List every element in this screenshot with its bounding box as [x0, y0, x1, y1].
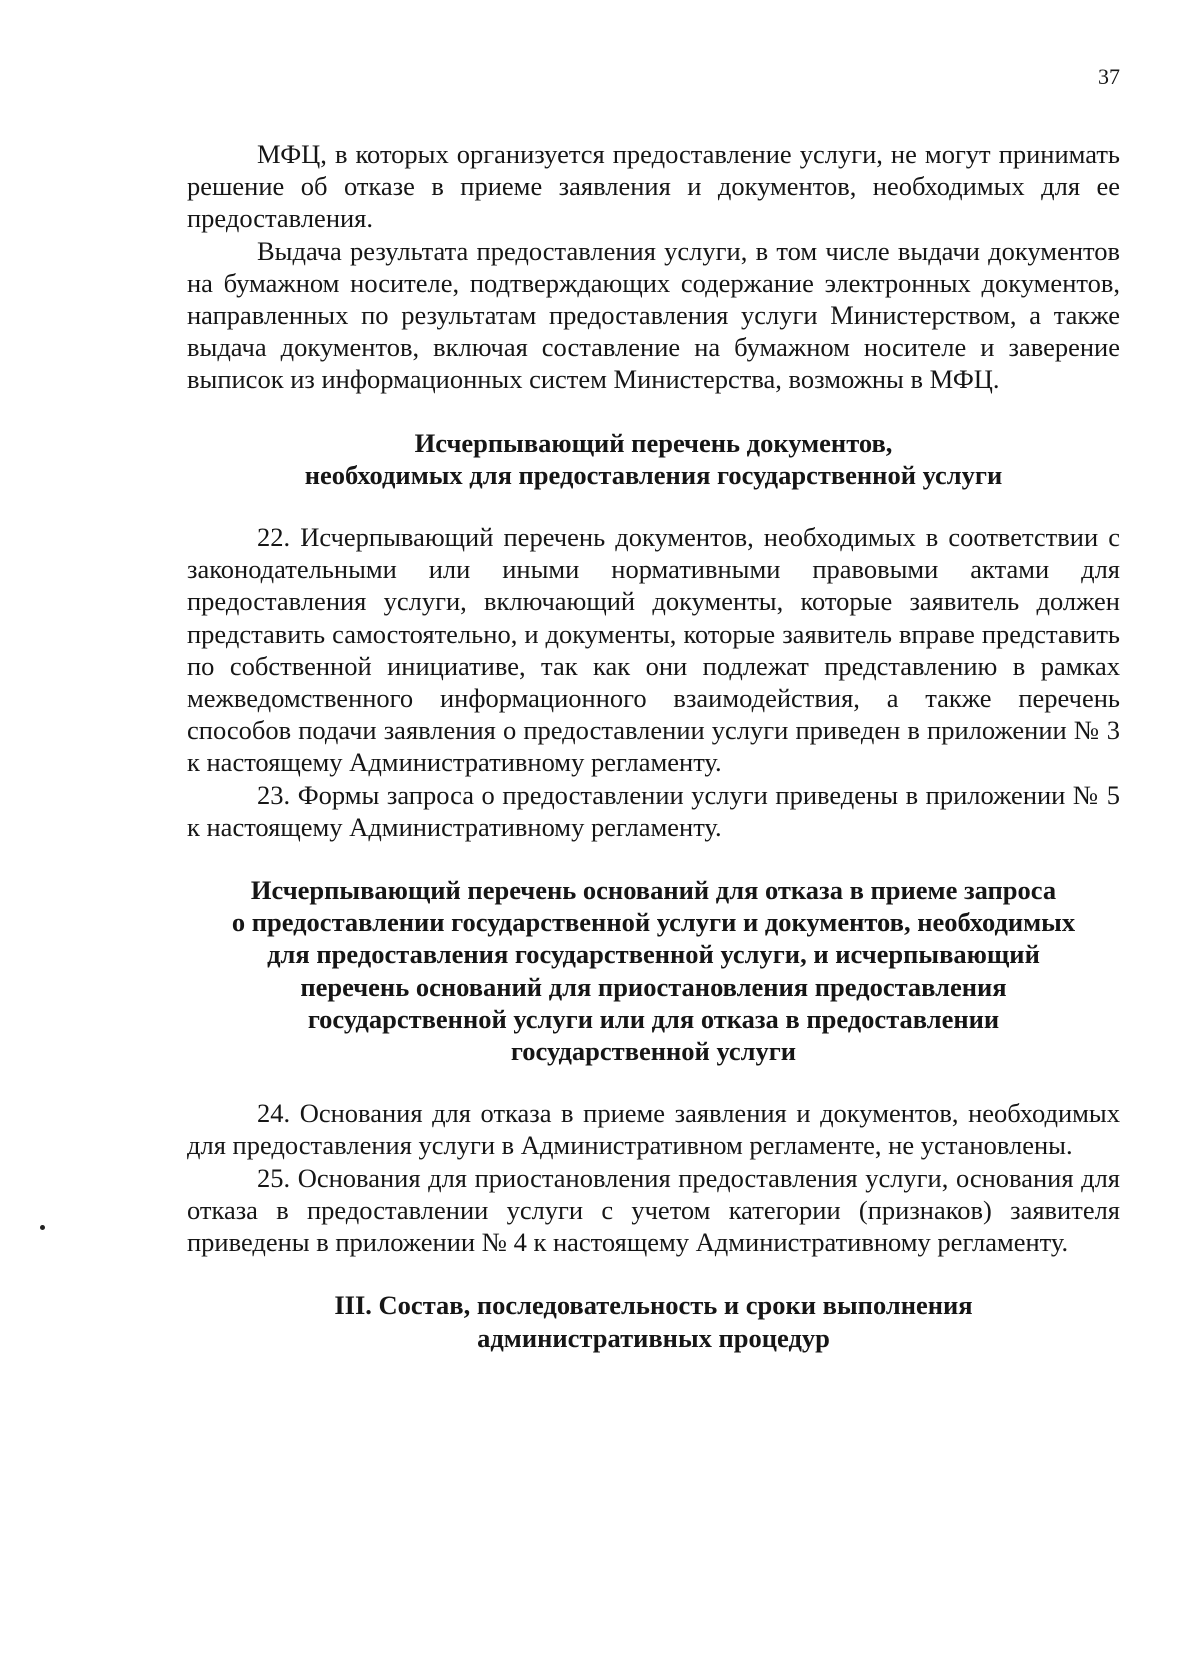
paragraph-25: 25. Основания для приостановления предоставления услуги, основания для отказа в предоставлении услуги с учетом категории (признаков) заявителя приведены в приложении № 4 к настоящему Административному регламенту. — [187, 1162, 1120, 1258]
heading-line: Исчерпывающий перечень документов, — [414, 427, 893, 458]
paragraph-22: 22. Исчерпывающий перечень документов, необходимых в соответствии с законодательными или иными нормативными правовыми актами для предоставления услуги, включающий документы, которые заявитель должен представить самостоятельно, и документы, которые заявитель вправе представить по собственной инициативе, так как они подлежат представлению в рамках межведомственного информационного взаимодействия, а также перечень способов подачи заявления о предоставлении услуги приведен в приложении № 3 к настоящему Административному регламенту. — [187, 522, 1120, 778]
paragraph-mfc: МФЦ, в которых организуется предоставление услуги, не могут принимать решение об отказе в приеме заявления и документов, необходимых для ее предоставления. — [187, 139, 1120, 234]
page-number: 37 — [1098, 64, 1120, 89]
heading-line: о предоставлении государственной услуги и документов, необходимых — [231, 907, 1076, 938]
heading-line: государственной услуги — [510, 1036, 797, 1067]
paragraph-24: 24. Основания для отказа в приеме заявления и документов, необходимых для предоставления услуги в Административном регламенте, не установлены. — [187, 1098, 1120, 1161]
heading-documents-list — [187, 427, 1120, 491]
heading-line: для предоставления государственной услуги, и исчерпывающий — [267, 939, 1040, 970]
heading-refusal-grounds — [187, 874, 1120, 1067]
heading-line: Исчерпывающий перечень оснований для отказа в приеме запроса — [250, 875, 1057, 906]
scan-speck — [40, 1225, 45, 1230]
heading-line: государственной услуги или для отказа в предоставлении — [307, 1003, 1000, 1034]
heading-line: перечень оснований для приостановления предоставления — [300, 971, 1007, 1002]
document-body — [187, 138, 1120, 1354]
heading-section-3 — [187, 1289, 1120, 1353]
paragraph-result-issue: Выдача результата предоставления услуги, в том числе выдачи документов на бумажном носителе, подтверждающих содержание электронных документов, направленных по результатам предоставления услуги Министерством, а также выдача документов, включая составление на бумажном носителе и заверение выписок из информационных систем Министерства, возможны в МФЦ. — [187, 235, 1120, 395]
heading-line: необходимых для предоставления государственной услуги — [304, 459, 1003, 490]
paragraph-23: 23. Формы запроса о предоставлении услуги приведены в приложении № 5 к настоящему Административному регламенту. — [187, 779, 1120, 842]
heading-line: административных процедур — [477, 1322, 830, 1353]
heading-line: III. Состав, последовательность и сроки выполнения — [334, 1290, 973, 1321]
